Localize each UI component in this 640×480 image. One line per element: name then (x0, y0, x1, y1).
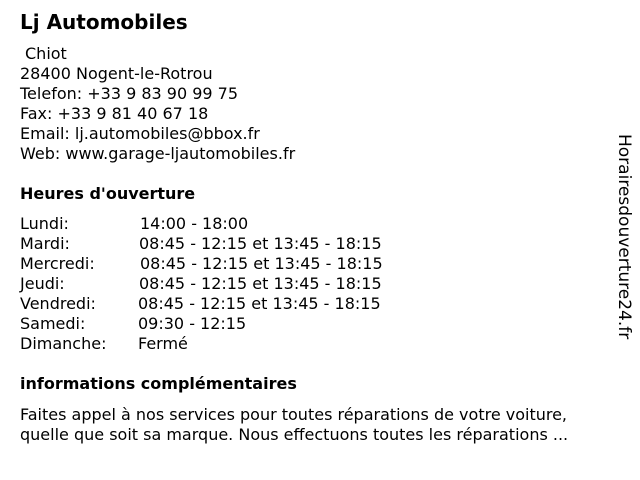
day-label: Mardi: (20, 234, 70, 253)
address-street: Chiot (25, 44, 67, 63)
info-description (20, 405, 620, 445)
day-label: Mercredi: (20, 254, 95, 273)
hours-row-sunday (20, 334, 440, 354)
web-line: Web: www.garage-ljautomobiles.fr (20, 144, 296, 163)
time-range: 08:45 - 12:15 et 13:45 - 18:15 (138, 294, 381, 313)
site-watermark: Horairesdouverture24.fr (614, 134, 634, 340)
business-name: Lj Automobiles (20, 10, 188, 34)
time-range: 14:00 - 18:00 (140, 214, 249, 233)
hours-row-monday (20, 214, 440, 234)
day-label: Dimanche: (20, 334, 107, 353)
time-range: 08:45 - 12:15 et 13:45 - 18:15 (140, 254, 383, 273)
time-range: Fermé (138, 334, 188, 353)
day-label: Samedi: (20, 314, 86, 333)
hours-row-friday (20, 294, 440, 314)
hours-row-thursday (20, 274, 440, 294)
day-label: Vendredi: (20, 294, 96, 313)
hours-row-saturday (20, 314, 440, 334)
hours-row-wednesday (20, 254, 440, 274)
info-line-2: quelle que soit sa marque. Nous effectuons toutes les réparations ... (20, 425, 569, 444)
day-label: Jeudi: (20, 274, 65, 293)
time-range: 08:45 - 12:15 et 13:45 - 18:15 (139, 274, 382, 293)
hours-row-tuesday (20, 234, 440, 254)
time-range: 09:30 - 12:15 (138, 314, 247, 333)
info-line-1: Faites appel à nos services pour toutes réparations de votre voiture, (20, 405, 568, 424)
phone-line: Telefon: +33 9 83 90 99 75 (20, 84, 239, 103)
info-heading: informations complémentaires (20, 374, 297, 393)
hours-heading: Heures d'ouverture (20, 184, 196, 203)
email-line: Email: lj.automobiles@bbox.fr (20, 124, 260, 143)
opening-hours-table (20, 214, 440, 354)
time-range: 08:45 - 12:15 et 13:45 - 18:15 (139, 234, 382, 253)
fax-line: Fax: +33 9 81 40 67 18 (20, 104, 209, 123)
address-city: 28400 Nogent-le-Rotrou (20, 64, 213, 83)
day-label: Lundi: (20, 214, 69, 233)
contact-details (20, 44, 295, 164)
